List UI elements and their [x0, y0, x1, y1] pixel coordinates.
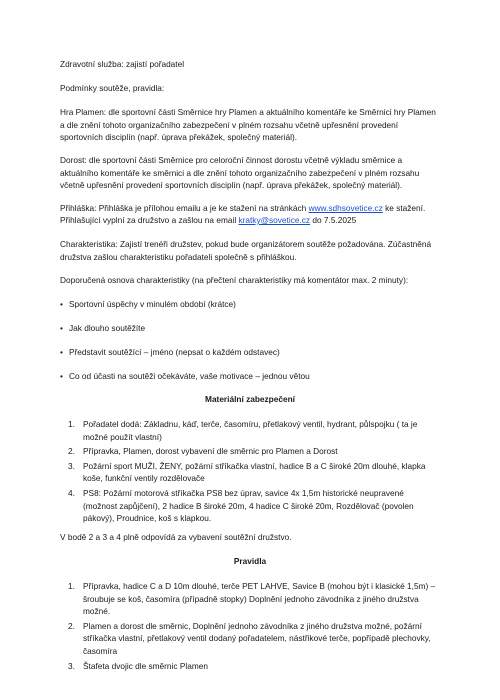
item-text: Přípravka, hadice C a D 10m dlouhé, terče PET LAHVE, Savice B (mohou být i klasické 1,5m) – šroubuje se koš, časomíra (případně stopky) Doplnění jednoho závodníka z jiného družstva možné. [83, 581, 436, 617]
health-service-text: Zdravotní služba: zajistí pořadatel [60, 59, 185, 69]
item-number: 4. [68, 487, 75, 498]
prihlasujici-paragraph [60, 214, 440, 227]
item-text: Štafeta dvojic dle směrnic Plamen [83, 660, 208, 671]
prihlaska-text-end: ke stažení. [382, 203, 426, 213]
deadline-text: do 7.5.2025 [310, 215, 357, 225]
osnova-paragraph: Doporučená osnova charakteristiky (na přečtení charakteristiky má komentátor max. 2 minuty): [60, 275, 409, 285]
item-number: 2. [68, 446, 75, 457]
bullet-icon: • [60, 347, 63, 357]
material-heading: Materiální zabezpečení [205, 394, 295, 404]
list-item [60, 620, 440, 658]
bullet-text: Sportovní úspěchy v minulém období (krátce) [69, 299, 236, 309]
email-link[interactable]: kratky@sovetice.cz [238, 215, 311, 225]
hra-plamen-paragraph: Hra Plamen: dle sportovní části Směrnice hry Plamen a aktuálního komentáře ke Směrnici hry Plamen a dle znění tohoto organizačního zabezpečení v plném rozsahu včetně upřesnění provedení sportovních disciplín (např. úprava překážek, společný materiál). [60, 107, 436, 143]
prihlaska-text: Přihláška: Přihláška je přílohou emailu a je ke stažení na stránkách [60, 203, 309, 213]
bullet-text: Jak dlouho soutěžíte [69, 323, 146, 333]
bullet-text: Představit soutěžící – jméno (nepsat o každém odstavec) [69, 347, 280, 357]
list-item [60, 445, 440, 458]
pravidla-heading: Pravidla [233, 556, 267, 566]
item-number: 3. [68, 660, 75, 671]
list-item [60, 418, 440, 443]
bullet-item [60, 346, 440, 359]
list-item [60, 460, 440, 485]
bullet-item [60, 370, 440, 383]
conditions-heading: Podmínky soutěže, pravidla: [60, 83, 165, 93]
material-list [60, 418, 440, 525]
dorost-paragraph: Dorost: dle sportovní části Směrnice pro celoroční činnost dorostu včetně výkladu směrnice a aktuálního komentáře ke směrnici a dle znění tohoto organizačního zabezpečení v plném rozsahu včetně upřesnění provedení sportovních disciplín (např. úprava překážek, společný materiál). [60, 155, 420, 191]
item-text: Plamen a dorost dle směrnic, Doplnění jednoho závodníka z jiného družstva možné, požární stříkačka vlastní, přetlakový ventil dodaný pořadatelem, nástřikové terče, popřípadě plechovky, časomíra [83, 620, 431, 656]
pravidla-list [60, 580, 440, 672]
item-number: 2. [68, 620, 75, 631]
bullet-text: Co od účasti na soutěži očekáváte, vaše motivace – jednou větou [69, 371, 310, 381]
list-item [60, 660, 440, 673]
item-number: 3. [68, 460, 75, 471]
bullet-item [60, 322, 440, 335]
bullet-icon: • [60, 323, 63, 333]
item-text: Přípravka, Plamen, dorost vybavení dle směrnic pro Plamen a Dorost [83, 446, 338, 457]
item-number: 1. [68, 419, 75, 429]
item-text: Pořadatel dodá: Základnu, káď, terče, časomíru, přetlakový ventil, hydrant, půlspojku ( ta je možné použít vlastní) [83, 419, 418, 442]
charakteristika-paragraph: Charakteristika: Zajistí trenéři družstev, pokud bude organizátorem soutěže požadována. Zúčastněná družstva zašlou charakteristiku pořadateli společně s přihláškou. [60, 239, 432, 262]
material-note: V bodě 2 a 3 a 4 plně odpovídá za vybavení soutěžní družstvo. [60, 532, 292, 542]
bullet-icon: • [60, 371, 63, 381]
item-text: PS8: Požární motorová stříkačka PS8 bez úprav, savice 4x 1,5m historické neupravené (možnost zapůjčení), 2 hadice B široké 20m, 4 hadice C široké 20m, Rozdělovač (povolen pákový), Proudnice, koš s klapkou. [83, 487, 414, 524]
bullet-item [60, 298, 440, 311]
bullet-icon: • [60, 299, 63, 309]
prihlasujici-text: Přihlašující vyplní za družstvo a zašlou na email [60, 215, 239, 225]
website-link[interactable]: www.sdhsovetice.cz [308, 203, 383, 213]
prihlaska-paragraph [60, 202, 440, 215]
list-item [60, 580, 440, 618]
item-number: 1. [68, 581, 75, 591]
item-text: Požární sport MUŽI, ŽENY, požární stříkačka vlastní, hadice B a C široké 20m dlouhé, klapka koše, funkční ventily rozdělovače [83, 460, 426, 484]
list-item [60, 487, 440, 525]
